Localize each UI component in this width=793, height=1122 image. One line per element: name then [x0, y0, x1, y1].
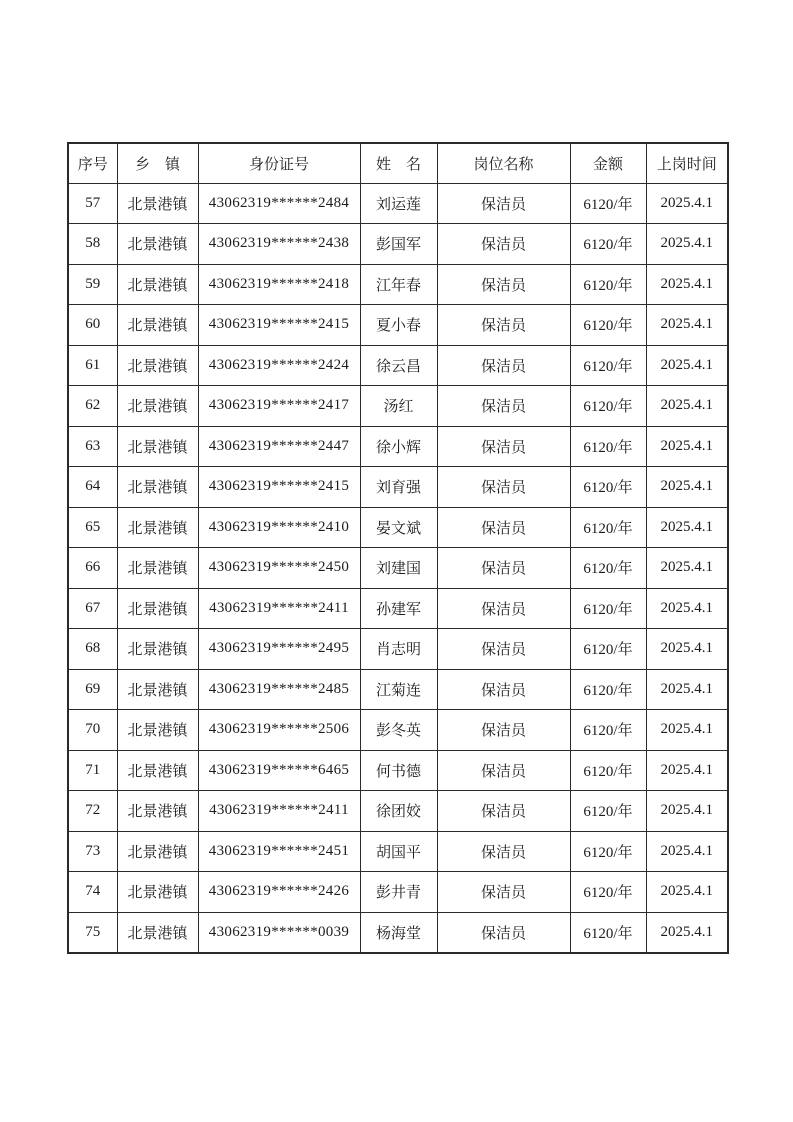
cell-town: 北景港镇	[117, 264, 198, 305]
cell-no: 70	[68, 710, 117, 751]
table-row	[68, 467, 728, 508]
cell-amount: 6120/年	[570, 183, 646, 224]
cell-start-date: 2025.4.1	[646, 831, 728, 872]
column-header-amount: 金额	[570, 143, 646, 183]
cell-position: 保洁员	[437, 750, 570, 791]
cell-position: 保洁员	[437, 507, 570, 548]
cell-town: 北景港镇	[117, 467, 198, 508]
cell-start-date: 2025.4.1	[646, 872, 728, 913]
table-row	[68, 710, 728, 751]
cell-position: 保洁员	[437, 669, 570, 710]
cell-position: 保洁员	[437, 264, 570, 305]
cell-no: 68	[68, 629, 117, 670]
cell-no: 71	[68, 750, 117, 791]
table-row	[68, 345, 728, 386]
column-header-id-number: 身份证号	[198, 143, 360, 183]
cell-name: 彭井青	[360, 872, 437, 913]
cell-amount: 6120/年	[570, 750, 646, 791]
table-body	[68, 183, 728, 953]
cell-start-date: 2025.4.1	[646, 912, 728, 953]
cell-amount: 6120/年	[570, 710, 646, 751]
cell-no: 61	[68, 345, 117, 386]
table-row	[68, 831, 728, 872]
cell-no: 58	[68, 224, 117, 265]
cell-no: 73	[68, 831, 117, 872]
cell-name: 胡国平	[360, 831, 437, 872]
cell-start-date: 2025.4.1	[646, 305, 728, 346]
table-row	[68, 386, 728, 427]
cell-amount: 6120/年	[570, 224, 646, 265]
cell-town: 北景港镇	[117, 183, 198, 224]
table-row	[68, 629, 728, 670]
table-row	[68, 426, 728, 467]
cell-position: 保洁员	[437, 588, 570, 629]
cell-no: 69	[68, 669, 117, 710]
cell-id-number: 43062319******2410	[198, 507, 360, 548]
table-row	[68, 264, 728, 305]
cell-start-date: 2025.4.1	[646, 629, 728, 670]
cell-position: 保洁员	[437, 467, 570, 508]
cell-position: 保洁员	[437, 183, 570, 224]
cell-start-date: 2025.4.1	[646, 710, 728, 751]
cell-amount: 6120/年	[570, 467, 646, 508]
cell-name: 孙建军	[360, 588, 437, 629]
cell-name: 彭冬英	[360, 710, 437, 751]
cell-id-number: 43062319******6465	[198, 750, 360, 791]
cell-name: 徐小辉	[360, 426, 437, 467]
cell-start-date: 2025.4.1	[646, 386, 728, 427]
cell-no: 74	[68, 872, 117, 913]
cell-id-number: 43062319******2506	[198, 710, 360, 751]
cell-position: 保洁员	[437, 710, 570, 751]
cell-id-number: 43062319******2411	[198, 791, 360, 832]
cell-town: 北景港镇	[117, 426, 198, 467]
cell-name: 彭国军	[360, 224, 437, 265]
cell-amount: 6120/年	[570, 426, 646, 467]
column-header-town: 乡 镇	[117, 143, 198, 183]
cell-town: 北景港镇	[117, 791, 198, 832]
cell-name: 汤红	[360, 386, 437, 427]
column-header-start-date: 上岗时间	[646, 143, 728, 183]
cell-position: 保洁员	[437, 305, 570, 346]
cell-amount: 6120/年	[570, 669, 646, 710]
cell-town: 北景港镇	[117, 345, 198, 386]
cell-town: 北景港镇	[117, 588, 198, 629]
table-row	[68, 750, 728, 791]
cell-amount: 6120/年	[570, 831, 646, 872]
cell-position: 保洁员	[437, 791, 570, 832]
cell-town: 北景港镇	[117, 669, 198, 710]
cell-amount: 6120/年	[570, 548, 646, 589]
cell-amount: 6120/年	[570, 386, 646, 427]
cell-no: 65	[68, 507, 117, 548]
cell-no: 59	[68, 264, 117, 305]
table-row	[68, 912, 728, 953]
cell-id-number: 43062319******2415	[198, 467, 360, 508]
cell-amount: 6120/年	[570, 345, 646, 386]
cell-no: 63	[68, 426, 117, 467]
cell-town: 北景港镇	[117, 872, 198, 913]
cell-id-number: 43062319******2484	[198, 183, 360, 224]
cell-town: 北景港镇	[117, 831, 198, 872]
cell-name: 刘育强	[360, 467, 437, 508]
cell-position: 保洁员	[437, 872, 570, 913]
cell-no: 62	[68, 386, 117, 427]
cell-amount: 6120/年	[570, 507, 646, 548]
cell-id-number: 43062319******2447	[198, 426, 360, 467]
cell-town: 北景港镇	[117, 507, 198, 548]
column-header-position: 岗位名称	[437, 143, 570, 183]
cell-position: 保洁员	[437, 386, 570, 427]
cell-no: 60	[68, 305, 117, 346]
cell-amount: 6120/年	[570, 872, 646, 913]
cell-position: 保洁员	[437, 224, 570, 265]
cell-amount: 6120/年	[570, 629, 646, 670]
table-row	[68, 183, 728, 224]
cell-town: 北景港镇	[117, 548, 198, 589]
cell-name: 肖志明	[360, 629, 437, 670]
cell-no: 67	[68, 588, 117, 629]
cell-id-number: 43062319******0039	[198, 912, 360, 953]
cell-position: 保洁员	[437, 426, 570, 467]
cell-position: 保洁员	[437, 912, 570, 953]
cell-town: 北景港镇	[117, 912, 198, 953]
cell-start-date: 2025.4.1	[646, 224, 728, 265]
cell-name: 杨海堂	[360, 912, 437, 953]
cell-start-date: 2025.4.1	[646, 264, 728, 305]
cell-name: 刘建国	[360, 548, 437, 589]
cell-id-number: 43062319******2415	[198, 305, 360, 346]
cell-no: 75	[68, 912, 117, 953]
cell-id-number: 43062319******2450	[198, 548, 360, 589]
cell-town: 北景港镇	[117, 750, 198, 791]
cell-name: 江年春	[360, 264, 437, 305]
cell-start-date: 2025.4.1	[646, 669, 728, 710]
cell-name: 江菊连	[360, 669, 437, 710]
table-row	[68, 872, 728, 913]
header-row	[68, 143, 728, 183]
cell-name: 何书德	[360, 750, 437, 791]
cell-id-number: 43062319******2485	[198, 669, 360, 710]
cell-start-date: 2025.4.1	[646, 507, 728, 548]
cell-start-date: 2025.4.1	[646, 588, 728, 629]
cell-position: 保洁员	[437, 548, 570, 589]
cell-name: 夏小春	[360, 305, 437, 346]
cell-no: 72	[68, 791, 117, 832]
cell-amount: 6120/年	[570, 588, 646, 629]
cell-start-date: 2025.4.1	[646, 467, 728, 508]
column-header-name: 姓 名	[360, 143, 437, 183]
cell-town: 北景港镇	[117, 629, 198, 670]
cell-start-date: 2025.4.1	[646, 345, 728, 386]
cell-id-number: 43062319******2411	[198, 588, 360, 629]
table-row	[68, 588, 728, 629]
cell-id-number: 43062319******2451	[198, 831, 360, 872]
cell-amount: 6120/年	[570, 791, 646, 832]
table-row	[68, 669, 728, 710]
table-row	[68, 791, 728, 832]
cell-position: 保洁员	[437, 629, 570, 670]
cell-start-date: 2025.4.1	[646, 548, 728, 589]
cell-id-number: 43062319******2495	[198, 629, 360, 670]
cell-start-date: 2025.4.1	[646, 183, 728, 224]
cell-start-date: 2025.4.1	[646, 426, 728, 467]
column-header-no: 序号	[68, 143, 117, 183]
cell-id-number: 43062319******2424	[198, 345, 360, 386]
cell-name: 徐团姣	[360, 791, 437, 832]
cell-town: 北景港镇	[117, 386, 198, 427]
cell-position: 保洁员	[437, 831, 570, 872]
cell-id-number: 43062319******2426	[198, 872, 360, 913]
cell-town: 北景港镇	[117, 305, 198, 346]
table-row	[68, 548, 728, 589]
cell-name: 晏文斌	[360, 507, 437, 548]
cell-amount: 6120/年	[570, 264, 646, 305]
cell-id-number: 43062319******2418	[198, 264, 360, 305]
table-row	[68, 507, 728, 548]
cell-name: 刘运莲	[360, 183, 437, 224]
cell-id-number: 43062319******2438	[198, 224, 360, 265]
cell-position: 保洁员	[437, 345, 570, 386]
recruitment-roster-table	[67, 142, 729, 954]
cell-no: 64	[68, 467, 117, 508]
table-row	[68, 305, 728, 346]
cell-town: 北景港镇	[117, 224, 198, 265]
cell-amount: 6120/年	[570, 305, 646, 346]
table-row	[68, 224, 728, 265]
cell-town: 北景港镇	[117, 710, 198, 751]
cell-no: 66	[68, 548, 117, 589]
cell-no: 57	[68, 183, 117, 224]
cell-amount: 6120/年	[570, 912, 646, 953]
cell-id-number: 43062319******2417	[198, 386, 360, 427]
cell-start-date: 2025.4.1	[646, 791, 728, 832]
cell-name: 徐云昌	[360, 345, 437, 386]
cell-start-date: 2025.4.1	[646, 750, 728, 791]
